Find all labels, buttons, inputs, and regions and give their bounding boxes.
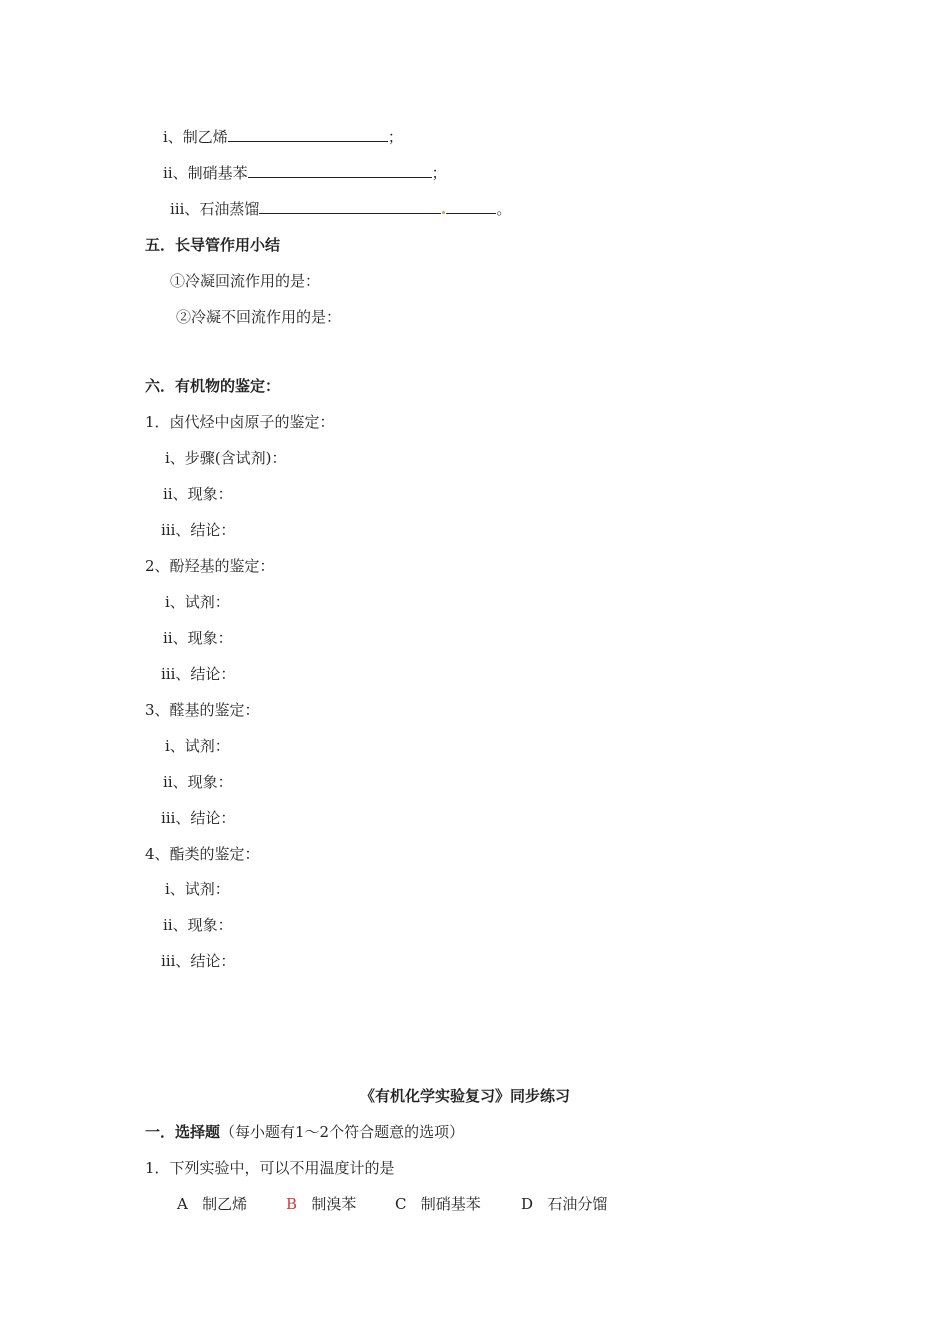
answer-blank[interactable] [248,163,432,178]
answer-blank[interactable] [259,199,441,214]
group-item: ⅱ、现象： [163,916,233,934]
option-b-letter: B [286,1195,298,1213]
group-item: ⅲ、结论： [161,665,236,683]
answer-blank[interactable] [228,127,388,142]
question-1: 1．下列实验中，可以不用温度计的是 [145,1159,395,1177]
option-b[interactable]: B 制溴苯 [286,1195,357,1213]
group-item: ⅱ、现象： [163,773,233,791]
section-6-title: 六．有机物的鉴定： [145,377,281,395]
group-heading: 4、酯类的鉴定： [145,845,260,863]
fill-label: ⅲ、石油蒸馏 [170,200,260,218]
group-item: ⅲ、结论： [161,952,236,970]
fill-line-ethylene: ⅰ、制乙烯 ； [163,128,403,146]
group-item: ⅰ、试剂： [165,593,230,611]
section-5-item: ②冷凝不回流作用的是： [176,308,342,326]
option-c[interactable]: C 制硝基苯 [395,1195,481,1213]
section-5-title: 五．长导管作用小结 [145,236,281,254]
fill-line-distillation: ⅲ、石油蒸馏 。 [170,200,512,218]
group-heading: 3、醛基的鉴定： [145,701,260,719]
group-item: ⅱ、现象： [163,485,233,503]
group-item: ⅰ、试剂： [165,880,230,898]
group-item: ⅲ、结论： [161,521,236,539]
option-row [177,1194,607,1214]
fill-label: ⅰ、制乙烯 [163,128,228,146]
fill-line-nitrobenzene: ⅱ、制硝基苯 ； [163,164,447,182]
section-note: （每小题有1～2个符合题意的选项） [220,1123,465,1141]
section-5-item: ①冷凝回流作用的是： [170,272,321,290]
group-heading: 2、酚羟基的鉴定： [145,557,275,575]
group-item: ⅱ、现象： [163,629,233,647]
marker-dot [442,211,445,214]
group-item: ⅲ、结论： [161,809,236,827]
fill-label: ⅱ、制硝基苯 [163,164,248,182]
group-heading: 1．卤代烃中卤原子的鉴定： [145,413,335,431]
option-a[interactable]: A 制乙烯 [177,1195,248,1213]
section-heading [145,1122,464,1142]
answer-blank[interactable] [446,199,496,214]
section-bold: 一．选择题 [145,1123,221,1141]
group-item: ⅰ、试剂： [165,737,230,755]
option-d[interactable]: D 石油分馏 [521,1195,608,1213]
practice-title: 《有机化学实验复习》同步练习 [360,1087,571,1105]
group-item: ⅰ、步骤(含试剂)： [165,449,287,467]
